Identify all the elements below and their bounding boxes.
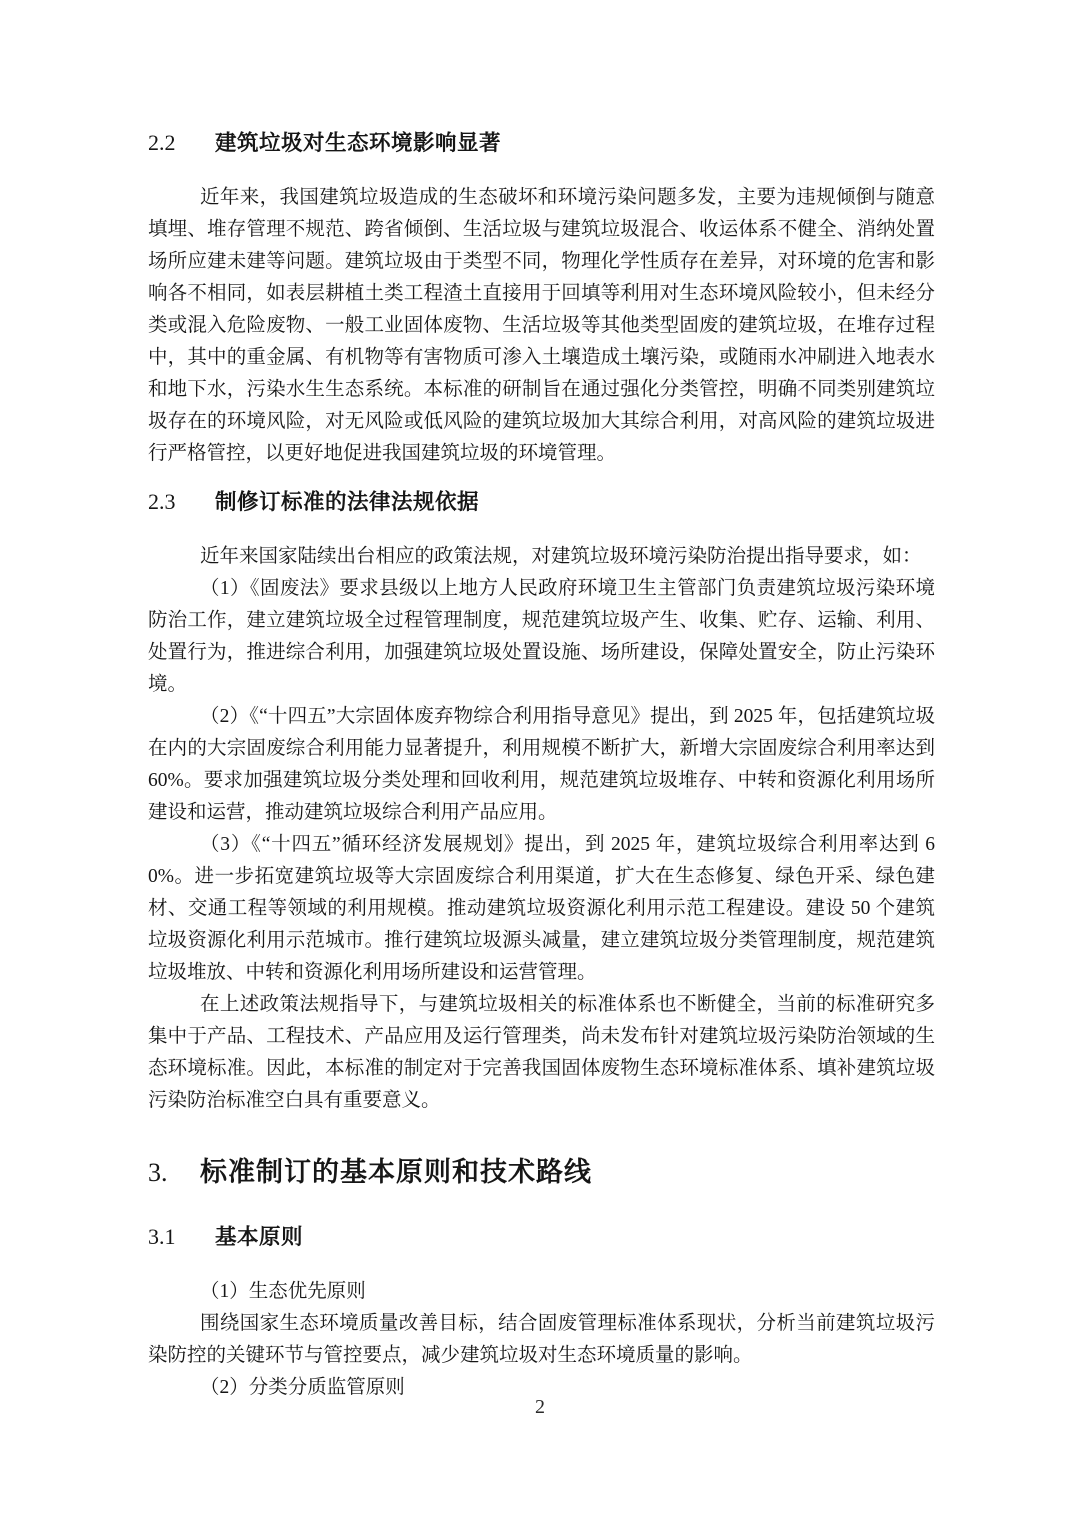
section-2-3-heading [148, 487, 935, 517]
chapter-3-number: 3. [148, 1158, 168, 1187]
section-3-1 [148, 1222, 935, 1404]
section-2-3-number: 2.3 [148, 489, 176, 514]
principle-2-label: （2）分类分质监管原则 [200, 1377, 405, 1398]
chapter-3-title: 标准制订的基本原则和技术路线 [200, 1157, 592, 1187]
section-2-3 [148, 487, 935, 1117]
principle-1-description: 围绕国家生态环境质量改善目标，结合固废管理标准体系现状，分析当前建筑垃圾污染防控的关键环节与管控要点，减少建筑垃圾对生态环境质量的影响。 [148, 1313, 935, 1366]
chapter-3-heading [148, 1153, 935, 1192]
section-3-1-number: 3.1 [148, 1224, 176, 1249]
section-2-3-title: 制修订标准的法律法规依据 [215, 490, 480, 514]
section-3 [148, 1153, 935, 1192]
principle-1-label: （1）生态优先原则 [200, 1281, 366, 1302]
paragraph-policy-intro: 近年来国家陆续出台相应的政策法规，对建筑垃圾环境污染防治提出指导要求，如： [200, 546, 922, 567]
paragraph-item-1-solid-waste-law: （1）《固废法》要求县级以上地方人民政府环境卫生主管部门负责建筑垃圾污染环境防治工作，建立建筑垃圾全过程管理制度，规范建筑垃圾产生、收集、贮存、运输、利用、处置行为，推进综合利用，加强建筑垃圾处置设施、场所建设，保障处置安全，防止污染环境。 [148, 578, 935, 695]
section-2-2 [148, 128, 935, 470]
paragraph-item-3-circular-economy-plan: （3）《“十四五”循环经济发展规划》提出，到 2025 年，建筑垃圾综合利用率达到 60%。进一步拓宽建筑垃圾等大宗固废综合利用渠道，扩大在生态修复、绿色开采、绿色建材、交通工程等领域的利用规模。推动建筑垃圾资源化利用示范工程建设。建设 50 个建筑垃圾资源化利用示范城市。推行建筑垃圾源头减量，建立建筑垃圾分类管理制度，规范建筑垃圾堆放、中转和资源化利用场所建设和运营管理。 [148, 834, 935, 983]
paragraph-impact: 近年来，我国建筑垃圾造成的生态破坏和环境污染问题多发，主要为违规倾倒与随意填埋、堆存管理不规范、跨省倾倒、生活垃圾与建筑垃圾混合、收运体系不健全、消纳处置场所应建未建等问题。建筑垃圾由于类型不同，物理化学性质存在差异，对环境的危害和影响各不相同，如表层耕植土类工程渣土直接用于回填等利用对生态环境风险较小，但未经分类或混入危险废物、一般工业固体废物、生活垃圾等其他类型固废的建筑垃圾，在堆存过程中，其中的重金属、有机物等有害物质可渗入土壤造成土壤污染，或随雨水冲刷进入地表水和地下水，污染水生生态系统。本标准的研制旨在通过强化分类管控，明确不同类别建筑垃圾存在的环境风险，对无风险或低风险的建筑垃圾加大其综合利用，对高风险的建筑垃圾进行严格管控，以更好地促进我国建筑垃圾的环境管理。 [148, 187, 935, 464]
section-2-2-number: 2.2 [148, 130, 176, 155]
section-3-1-title: 基本原则 [215, 1225, 304, 1249]
page-number: 2 [535, 1396, 545, 1418]
section-3-1-heading [148, 1222, 935, 1252]
section-2-2-heading [148, 128, 935, 158]
paragraph-item-2-bulk-solid-waste-guidance: （2）《“十四五”大宗固体废弃物综合利用指导意见》提出，到 2025 年，包括建筑垃圾在内的大宗固废综合利用能力显著提升，利用规模不断扩大，新增大宗固废综合利用率达到 60%。要求加强建筑垃圾分类处理和回收利用，规范建筑垃圾堆存、中转和资源化利用场所建设和运营，推动建筑垃圾综合利用产品应用。 [148, 706, 935, 823]
section-2-2-title: 建筑垃圾对生态环境影响显著 [215, 131, 502, 155]
paragraph-standard-significance: 在上述政策法规指导下，与建筑垃圾相关的标准体系也不断健全，当前的标准研究多集中于产品、工程技术、产品应用及运行管理类，尚未发布针对建筑垃圾污染防治领域的生态环境标准。因此，本标准的制定对于完善我国固体废物生态环境标准体系、填补建筑垃圾污染防治标准空白具有重要意义。 [148, 994, 935, 1111]
